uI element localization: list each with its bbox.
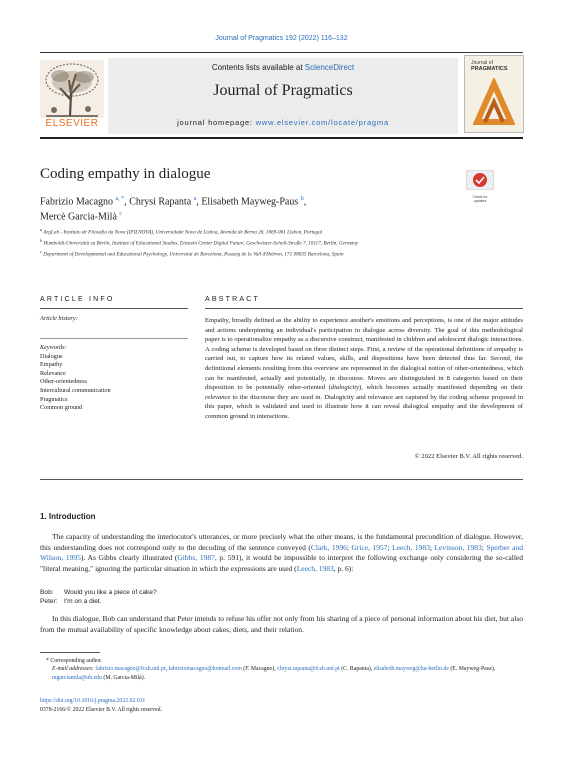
footnotes bbox=[40, 657, 523, 682]
article-title: Coding empathy in dialogue bbox=[40, 166, 211, 182]
author-name[interactable]: Elisabeth Mayweg-Paus bbox=[201, 196, 299, 208]
email-link[interactable]: mgarciamila@ub.edu bbox=[52, 674, 102, 681]
issn-copyright: 0378-2166/© 2022 Elsevier B.V. All rights reserved. bbox=[40, 706, 162, 713]
intro-paragraph-1: The capacity of understanding the interlocutor's utterances, or more precisely what the other means, is the fundamental precondition of dialogue. However, this understanding does not correspond only to the decoding of the sentence conveyed (Clark, 1996; Grice, 1957; Leech, 1983; Levinson, 1983; Sperber and Wilson, 1995). As Gibbs clearly illustrated (Gibbs, 1987, p. 591), it would be impossible to interpret the following exchange only considering the so-called "literal meaning," ignoring the particular situation in which the expressions are used (Leech, 1983, p. 6): bbox=[40, 532, 523, 574]
cover-title-line-2: PRAGMATICS bbox=[471, 66, 508, 72]
article-info-divider bbox=[40, 338, 188, 339]
intro-paragraph-2: In this dialogue, Bob can understand that Peter intends to refuse his offer not only from his sharing of a piece of personal information about his diet, but also from the mutual availability of specific knowledge about cakes, diets, and their relation. bbox=[40, 614, 523, 634]
citation-link[interactable]: Levinson, 1983 bbox=[434, 542, 482, 552]
email-link[interactable]: fabriziomacagno@hotmail.com bbox=[168, 666, 242, 673]
abstract-heading: ABSTRACT bbox=[205, 296, 260, 303]
author-list: Fabrizio Macagno $^{a, *}$, Chrysi Rapanta $^a$, Elisabeth Mayweg-Paus $^b$, Mercè Garcia-Milà $^c$ bbox=[40, 196, 307, 223]
crossmark-label-1: Check for bbox=[472, 195, 488, 199]
header-top-rule bbox=[40, 52, 523, 53]
homepage-link[interactable]: www.elsevier.com/locate/pragma bbox=[255, 118, 389, 127]
citation-link[interactable]: Grice, 1957 bbox=[351, 542, 388, 552]
sciencedirect-link[interactable]: ScienceDirect bbox=[304, 63, 355, 72]
keyword: Common ground bbox=[40, 404, 83, 412]
journal-homepage: journal homepage: www.elsevier.com/locate/pragma bbox=[177, 118, 389, 127]
keyword: Relevance bbox=[40, 369, 66, 377]
crossmark-label-2: updates bbox=[473, 199, 487, 203]
affiliation-item: $^a$ ArgLab - Instituto de Filosofia da Nova (IFILNOVA), Universidade Nova de Lisboa, Avenida de Berna 26, 1069-061 Lisbon, Portugal bbox=[40, 227, 323, 236]
email-addresses: E-mail addresses: fabrizio.macagno@fcsh.unl.pt, fabriziomacagno@hotmail.com (F. Macagno), chrysi.rapanta@fcsh.unl.pt (C. Rapanta), elisabeth.mayweg@hu-berlin.de (E. Mayweg-Paus), mgarciamila@ub.edu (M. Garcia-Milà). bbox=[52, 666, 496, 681]
article-history-label: Article history: bbox=[40, 315, 78, 322]
citation-link[interactable]: Clark, 1996 bbox=[310, 542, 347, 552]
author-name[interactable]: Chrysi Rapanta bbox=[129, 196, 192, 208]
journal-name: Journal of Pragmatics bbox=[213, 82, 353, 99]
affiliation-item: $^b$ Humboldt-Universität zu Berlin, Institute of Educational Studies, Einstein Center Digital Future, Geschwister-Scholl-Straße 7, 10117, Berlin, Germany bbox=[40, 237, 359, 247]
author-affil-sup[interactable]: a, * bbox=[115, 196, 125, 202]
email-link[interactable]: fabrizio.macagno@fcsh.unl.pt bbox=[95, 666, 166, 673]
header-bottom-rule bbox=[40, 137, 523, 139]
journal-citation[interactable]: Journal of Pragmatics 192 (2022) 116–132 bbox=[215, 35, 348, 42]
doi-link[interactable]: https://doi.org/10.1016/j.pragma.2022.02.011 bbox=[40, 698, 146, 704]
author-name[interactable]: Mercè Garcia-Milà bbox=[40, 211, 117, 223]
dialogue-example bbox=[40, 588, 157, 606]
affiliations bbox=[40, 226, 510, 259]
citation-link[interactable]: Sperber and Wilson, 1995 bbox=[40, 542, 523, 563]
citation-link[interactable]: Leech, 1983 bbox=[296, 564, 334, 574]
author-affil-sup[interactable]: c bbox=[119, 211, 123, 218]
article-info-rule bbox=[40, 308, 188, 309]
citation-link[interactable]: Gibbs, 1987 bbox=[177, 553, 215, 563]
citation-link[interactable]: Leech, 1983 bbox=[392, 542, 430, 552]
corresponding-author-note: * Corresponding author. bbox=[46, 658, 103, 664]
abstract-text: Empathy, broadly defined as the ability to experience another's emotions and perceptions, is one of the major attitudes and actions underpinning an individual's participation in dialogue across diversity. The goal of this methodological paper is to operationalize empathy as a discursive construct, manifested in children and adolescent dialogic interactions. A coding scheme is developed based on three distinct steps. First, a review of the operational definitions of empathy is carried out, to capture how its related values, skills, and dispositions have been detected thus far. Second, the definitional elements resulting from this overview are represented in the dialogical notion of other-orientedness, which can be manifested, actually and potentially, in discourse. Moves are distinguished in 8 categories based on their disposition to be potentially other-oriented (dialogicity), which becomes actually manifested depending on their relevance to the discourse they are used in. Dialogicity and relevance are captured by the coding scheme proposed in this paper, which is validated and used to illustrate how it can reveal dialogical empathy and the development of common ground in interactions. bbox=[205, 317, 523, 420]
keywords-label: Keywords: bbox=[40, 344, 67, 351]
article-info-heading: ARTICLE INFO bbox=[40, 296, 115, 303]
author-affil-sup[interactable]: a bbox=[193, 196, 197, 202]
abstract-copyright: © 2022 Elsevier B.V. All rights reserved. bbox=[414, 453, 523, 460]
email-link[interactable]: elisabeth.mayweg@hu-berlin.de bbox=[373, 666, 449, 673]
keyword: Empathy bbox=[40, 361, 63, 369]
section-divider bbox=[40, 479, 523, 480]
footnote-rule bbox=[40, 652, 100, 653]
check-for-updates-icon bbox=[466, 170, 494, 190]
keyword: Dialogue bbox=[40, 352, 63, 360]
cover-title-line-1: Journal of bbox=[471, 60, 493, 66]
keyword: Intercultural communication bbox=[40, 386, 111, 394]
keyword: Other-orientedness bbox=[40, 378, 87, 386]
email-link[interactable]: chrysi.rapanta@fcsh.unl.pt bbox=[277, 666, 340, 673]
abstract-rule bbox=[205, 308, 523, 309]
elsevier-logo bbox=[40, 60, 104, 132]
dialogue-line: Peter: I'm on a diet. bbox=[40, 598, 102, 605]
doi-block bbox=[40, 697, 162, 714]
author-affil-sup[interactable]: b bbox=[300, 196, 304, 202]
author-name[interactable]: Fabrizio Macagno bbox=[40, 196, 114, 208]
intro-heading: 1. Introduction bbox=[40, 512, 96, 521]
dialogue-line: Bob: Would you like a piece of cake? bbox=[40, 589, 157, 596]
journal-cover[interactable] bbox=[464, 55, 524, 133]
elsevier-wordmark: ELSEVIER bbox=[45, 118, 99, 129]
affiliation-item: $^c$ Department of Developmental and Educational Psychology, Universitat de Barcelona, Passeig de la Vall d'Hebron, 171 08035 Barcelona, Spain bbox=[40, 248, 344, 258]
contents-line: Contents lists available at ScienceDirect bbox=[211, 63, 355, 72]
keywords-block bbox=[40, 344, 190, 413]
keyword: Pragmatics bbox=[40, 395, 68, 403]
check-for-updates-badge[interactable] bbox=[466, 170, 494, 203]
journal-banner bbox=[108, 58, 458, 134]
cover-impossible-triangle-icon bbox=[473, 78, 515, 128]
